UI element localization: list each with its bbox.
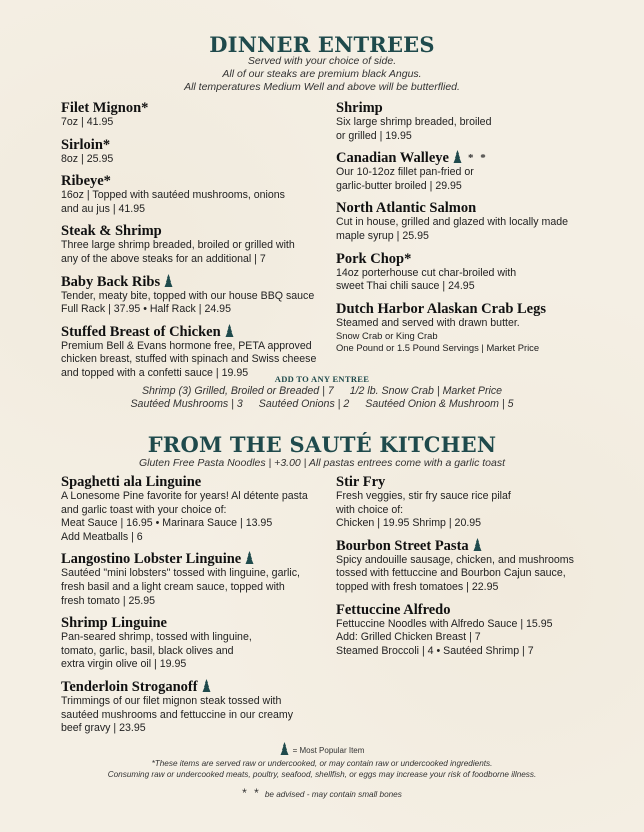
menu-item-header <box>336 538 586 554</box>
menu-item-header <box>336 602 586 618</box>
menu-item-description: 14oz porterhouse cut char-broiled with <box>336 266 517 279</box>
menu-item-description: sautéed mushrooms and fettuccine in our creamy <box>61 708 294 721</box>
menu-item <box>336 200 586 243</box>
menu-item-description: Steamed Broccoli | 4 • Sautéed Shrimp | 7 <box>336 644 534 657</box>
menu-item-description: Add: Grilled Chicken Breast | 7 <box>336 631 481 644</box>
menu-item-header <box>336 200 586 216</box>
menu-item-header <box>61 100 326 116</box>
menu-item-description: Pan-seared shrimp, tossed with linguine, <box>61 631 252 644</box>
menu-item-name: Stir Fry <box>336 474 386 490</box>
popular-legend <box>0 743 644 757</box>
menu-item <box>61 223 326 266</box>
menu-item-description: 8oz | 25.95 <box>61 152 114 165</box>
menu-item-description: fresh basil and a light cream sauce, topped with <box>61 580 285 593</box>
menu-item-header <box>336 150 586 166</box>
addon-item: Sautéed Mushrooms | 3 <box>130 398 243 410</box>
menu-item-description: sweet Thai chili sauce | 24.95 <box>336 280 475 293</box>
menu-item-description: A Lonesome Pine favorite for years! Al détente pasta <box>61 490 308 502</box>
double-asterisk: * * <box>467 152 488 165</box>
disclaimer-line: *These items are served raw or undercooked, or may contain raw or undercooked ingredients. <box>151 759 493 768</box>
menu-item-description: Premium Bell & Evans hormone free, PETA approved <box>61 339 312 352</box>
menu-item <box>61 324 326 381</box>
dinner-left-column <box>61 100 326 388</box>
disclaimer <box>0 759 644 780</box>
menu-item-header <box>61 274 326 290</box>
menu-item-name: Langostino Lobster Linguine <box>61 551 242 568</box>
menu-item-note: One Pound or 1.5 Pound Servings | Market Price <box>336 341 540 353</box>
menu-item-name: Bourbon Street Pasta <box>336 537 469 554</box>
menu-item-header <box>336 474 586 490</box>
menu-item-header <box>61 474 326 490</box>
menu-item <box>61 173 326 216</box>
menu-item-description: with choice of: <box>336 503 404 516</box>
saute-left-column <box>61 474 326 743</box>
menu-item-description: Full Rack | 37.95 • Half Rack | 24.95 <box>61 303 231 316</box>
addons-line-2 <box>0 398 644 411</box>
menu-item <box>336 474 586 531</box>
tree-icon <box>202 679 211 693</box>
dinner-subtitle <box>0 55 644 94</box>
menu-item-description: 7oz | 41.95 <box>61 116 114 128</box>
menu-item-description: Steamed and served with drawn butter. <box>336 316 520 329</box>
menu-item-description: and au jus | 41.95 <box>61 202 146 215</box>
subtitle-line: Served with your choice of side. <box>247 55 397 67</box>
menu-item-description: extra virgin olive oil | 19.95 <box>61 658 187 671</box>
menu-item <box>61 137 326 167</box>
addon-item: Sautéed Onion & Mushroom | 5 <box>365 398 514 410</box>
menu-item <box>61 615 326 672</box>
menu-item-name: Stuffed Breast of Chicken <box>61 323 221 340</box>
tree-icon <box>225 324 234 338</box>
menu-item-description: or grilled | 19.95 <box>336 129 412 142</box>
double-asterisk: * * <box>242 786 261 800</box>
menu-item-name: Shrimp Linguine <box>61 615 167 632</box>
tree-icon <box>245 551 254 565</box>
menu-item-name: Dutch Harbor Alaskan Crab Legs <box>336 300 547 317</box>
menu-item-description: Fettuccine Noodles with Alfredo Sauce | 15.95 <box>336 617 553 630</box>
menu-item <box>336 251 586 294</box>
menu-item-description: Sautéed "mini lobsters" tossed with linguine, garlic, <box>61 567 300 580</box>
saute-subtitle: Gluten Free Pasta Noodles | +3.00 | All pastas entrees come with a garlic toast <box>138 457 506 469</box>
menu-item-description: fresh tomato | 25.95 <box>61 594 156 607</box>
menu-item-header <box>336 301 586 317</box>
addon-item: Sautéed Onions | 2 <box>258 398 350 410</box>
menu-item <box>61 100 326 130</box>
tree-icon <box>453 150 462 164</box>
menu-item <box>61 679 326 736</box>
menu-item-name: Fettuccine Alfredo <box>336 601 451 618</box>
addons-line-1 <box>0 385 644 398</box>
menu-item <box>61 474 326 544</box>
dinner-right-column <box>336 100 586 360</box>
menu-item-description: Tender, meaty bite, topped with our house BBQ sauce <box>61 289 315 302</box>
tree-icon <box>280 742 289 756</box>
subtitle-line: All temperatures Medium Well and above will be butterflied. <box>184 81 460 93</box>
addon-item: 1/2 lb. Snow Crab | Market Price <box>349 385 503 397</box>
menu-item-description: Six large shrimp breaded, broiled <box>336 116 492 128</box>
menu-item-note: Snow Crab or King Crab <box>336 330 438 342</box>
menu-item-description: beef gravy | 23.95 <box>61 722 146 735</box>
tree-icon <box>473 538 482 552</box>
menu-item-name: Ribeye* <box>61 173 111 190</box>
menu-item-name: Filet Mignon* <box>61 100 149 116</box>
dinner-title: DINNER ENTREES <box>209 32 435 57</box>
menu-item <box>336 100 586 143</box>
menu-item-description: Trimmings of our filet mignon steak tossed with <box>61 694 282 707</box>
menu-item-header <box>336 251 586 267</box>
subtitle-line: All of our steaks are premium black Angus. <box>222 68 422 80</box>
menu-item-description: tossed with fettuccine and Bourbon Cajun sauce, <box>336 567 566 580</box>
menu-item-description: 16oz | Topped with sautéed mushrooms, onions <box>61 189 285 202</box>
saute-title: FROM THE SAUTÉ KITCHEN <box>147 432 497 457</box>
menu-item-header <box>61 173 326 189</box>
menu-item-header <box>61 223 326 239</box>
menu-item-name: Baby Back Ribs <box>61 273 161 290</box>
menu-item-description: and garlic toast with your choice of: <box>61 503 227 516</box>
addon-item: Shrimp (3) Grilled, Broiled or Breaded | 7 <box>141 385 334 397</box>
menu-item-description: topped with fresh tomatoes | 22.95 <box>336 580 499 593</box>
menu-item-description: any of the above steaks for an additional | 7 <box>61 252 266 265</box>
menu-item-description: Cut in house, grilled and glazed with locally made <box>336 216 569 229</box>
menu-item-name: Spaghetti ala Linguine <box>61 474 202 490</box>
menu-item-header <box>61 137 326 153</box>
menu-item-description: and topped with a confetti sauce | 19.95 <box>61 366 249 379</box>
menu-item <box>336 301 586 354</box>
bones-note <box>0 788 644 801</box>
menu-item-description: Fresh veggies, stir fry sauce rice pilaf <box>336 490 511 502</box>
disclaimer-line: Consuming raw or undercooked meats, poultry, seafood, shellfish, or eggs may increase your risk of foodborne illness. <box>107 769 537 779</box>
menu-item-header <box>61 679 326 695</box>
menu-item <box>336 538 586 595</box>
menu-item-name: Canadian Walleye <box>336 150 449 167</box>
menu-item-description: maple syrup | 25.95 <box>336 229 429 242</box>
addons-title: ADD TO ANY ENTREE <box>274 374 370 384</box>
menu-item-description: Three large shrimp breaded, broiled or grilled with <box>61 239 295 252</box>
menu-item <box>336 150 586 193</box>
menu-item <box>336 602 586 659</box>
tree-icon <box>164 274 173 288</box>
menu-item-name: Pork Chop* <box>336 250 412 267</box>
menu-item-description: chicken breast, stuffed with spinach and Swiss cheese <box>61 353 317 366</box>
menu-item-name: North Atlantic Salmon <box>336 200 477 217</box>
menu-item <box>61 274 326 317</box>
menu-item-name: Steak & Shrimp <box>61 223 162 240</box>
menu-item-name: Tenderloin Stroganoff <box>61 678 198 695</box>
menu-item-description: tomato, garlic, basil, black olives and <box>61 644 234 657</box>
menu-item <box>61 551 326 608</box>
menu-item-description: Meat Sauce | 16.95 • Marinara Sauce | 13.95 <box>61 517 273 530</box>
menu-item-header <box>336 100 586 116</box>
menu-item-name: Sirloin* <box>61 136 111 153</box>
menu-item-name: Shrimp <box>336 100 383 116</box>
saute-right-column <box>336 474 586 665</box>
menu-item-description: Our 10-12oz fillet pan-fried or <box>336 166 474 179</box>
menu-item-header <box>61 615 326 631</box>
menu-item-description: Add Meatballs | 6 <box>61 530 143 543</box>
menu-item-description: Spicy andouille sausage, chicken, and mushrooms <box>336 553 574 566</box>
menu-item-description: garlic-butter broiled | 29.95 <box>336 179 462 192</box>
menu-item-header <box>61 551 326 567</box>
menu-item-description: Chicken | 19.95 Shrimp | 20.95 <box>336 517 482 530</box>
legend-label: = Most Popular Item <box>292 745 365 755</box>
menu-item-header <box>61 324 326 340</box>
bones-note-text: be advised - may contain small bones <box>264 790 402 799</box>
